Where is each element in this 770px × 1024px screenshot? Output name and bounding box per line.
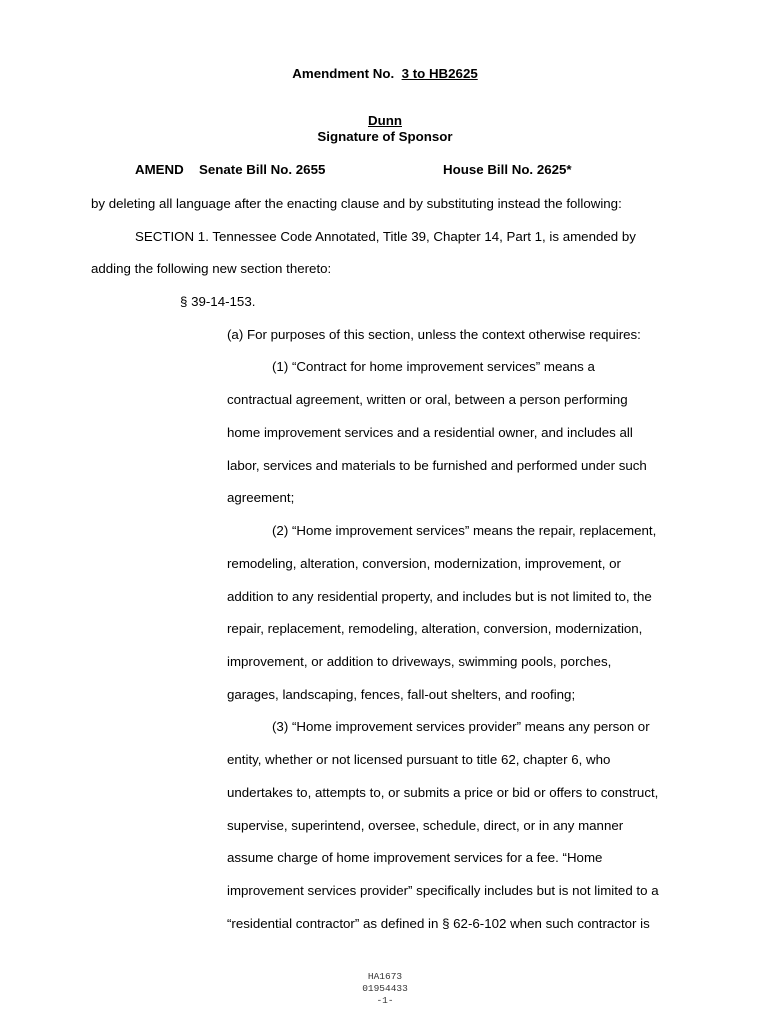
body-line: supervise, superintend, oversee, schedule, direct, or in any manner [227, 818, 624, 833]
footer-code: HA1673 [367, 971, 403, 982]
page-number: -1- [376, 995, 394, 1006]
body-line: agreement; [227, 490, 295, 505]
body-line: undertakes to, attempts to, or submits a price or bid or offers to construct, [227, 785, 659, 800]
amendment-prefix: Amendment No. [292, 66, 395, 81]
body-line: garages, landscaping, fences, fall-out shelters, and roofing; [227, 687, 576, 702]
section-number: § 39-14-153. [180, 294, 256, 309]
amend-label: AMEND [135, 162, 184, 177]
body-line: improvement services provider” specifically includes but is not limited to a [227, 883, 659, 898]
body-line: SECTION 1. Tennessee Code Annotated, Title 39, Chapter 14, Part 1, is amended by [135, 229, 636, 244]
body-line: home improvement services and a residential owner, and includes all [227, 425, 633, 440]
body-line: addition to any residential property, and includes but is not limited to, the [227, 589, 652, 604]
body-line: remodeling, alteration, conversion, modernization, improvement, or [227, 556, 621, 571]
footer-code: 01954433 [362, 983, 408, 994]
body-line: assume charge of home improvement services for a fee. “Home [227, 850, 603, 865]
body-line: by deleting all language after the enacting clause and by substituting instead the following: [91, 196, 622, 211]
house-bill: House Bill No. 2625* [443, 162, 572, 177]
body-line: “residential contractor” as defined in § 62-6-102 when such contractor is [227, 916, 650, 931]
body-line: improvement, or addition to driveways, swimming pools, porches, [227, 654, 612, 669]
sponsor-caption: Signature of Sponsor [317, 129, 453, 144]
body-line: contractual agreement, written or oral, between a person performing [227, 392, 628, 407]
body-line: labor, services and materials to be furnished and performed under such [227, 458, 647, 473]
body-line: (3) “Home improvement services provider” means any person or [272, 719, 650, 734]
senate-bill: Senate Bill No. 2655 [199, 162, 326, 177]
body-line: adding the following new section thereto: [91, 261, 332, 276]
body-line: (a) For purposes of this section, unless the context otherwise requires: [227, 327, 641, 342]
amendment-number: 3 to HB2625 [401, 66, 478, 81]
body-line: (1) “Contract for home improvement services” means a [272, 359, 595, 374]
body-line: repair, replacement, remodeling, alteration, conversion, modernization, [227, 621, 643, 636]
amendment-title [0, 66, 770, 82]
body-line: (2) “Home improvement services” means the repair, replacement, [272, 523, 657, 538]
body-line: entity, whether or not licensed pursuant to title 62, chapter 6, who [227, 752, 611, 767]
sponsor-name: Dunn [368, 113, 402, 128]
